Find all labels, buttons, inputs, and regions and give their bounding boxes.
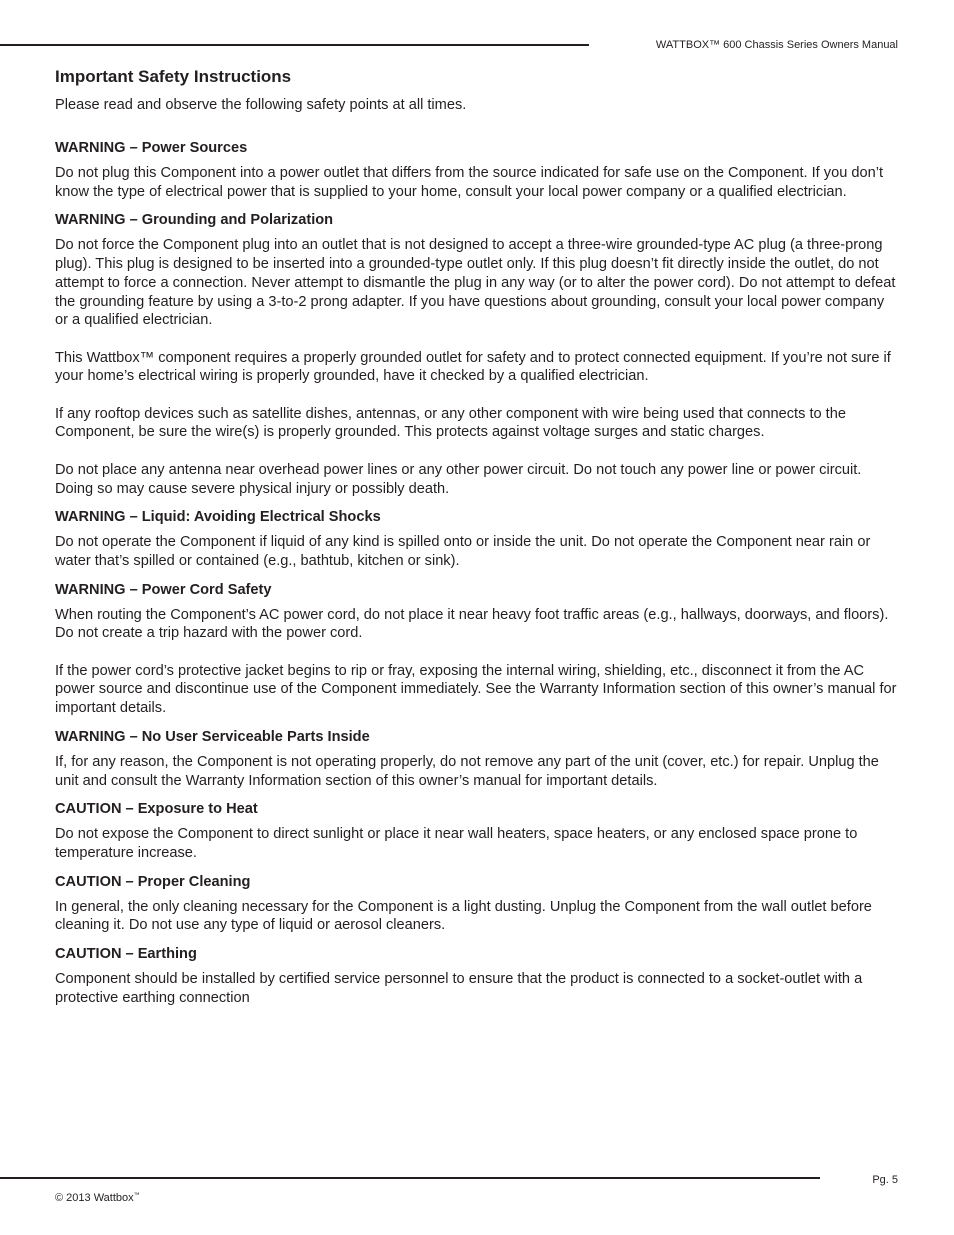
- section-heading: WARNING – Power Cord Safety: [55, 581, 272, 598]
- section-paragraph: Do not force the Component plug into an outlet that is not designed to accept a three-wire grounded-type AC plug (a three-prong plug). This plug is designed to be inserted into a grounded-type outlet only. If this plug doesn’t fit directly inside the outlet, do not attempt to force a connection. Never attempt to dismantle the plug in any way (or to alter the power cord). Do not attempt to defeat the grounding feature by using a 3-to-2 prong adapter. If you have questions about grounding, consult your local power company or a qualified electrician.: [55, 237, 896, 329]
- section-paragraph: In general, the only cleaning necessary for the Component is a light dusting. Unplug the Component from the wall outlet before cleaning it. Do not use any type of liquid or aerosol cleaners.: [55, 898, 872, 934]
- page-number: Pg. 5: [872, 1174, 898, 1186]
- section-grounding: [55, 211, 900, 498]
- section-heading: CAUTION – Earthing: [55, 946, 197, 963]
- section-heading: WARNING – No User Serviceable Parts Inside: [55, 728, 370, 745]
- section-power-cord: [55, 581, 900, 718]
- section-heading: WARNING – Power Sources: [55, 140, 248, 156]
- section-earthing: [55, 945, 900, 1007]
- section-paragraph: If, for any reason, the Component is not operating properly, do not remove any part of the unit (cover, etc.) for repair. Unplug the unit and consult the Warranty Information section of this owner’s manual for important details.: [55, 753, 879, 789]
- intro-text: Please read and observe the following safety points at all times.: [55, 97, 467, 113]
- section-heading: CAUTION – Exposure to Heat: [55, 801, 258, 818]
- header-rule: [0, 44, 589, 46]
- section-liquid: [55, 508, 900, 570]
- section-paragraph: If the power cord’s protective jacket begins to rip or fray, exposing the internal wiring, shielding, etc., disconnect it from the AC power source and discontinue use of the Component immediately. See the Warranty Information section of this owner’s manual for important details.: [55, 662, 897, 717]
- section-paragraph: Do not place any antenna near overhead power lines or any other power circuit. Do not touch any power line or power circuit. Doing so may cause severe physical injury or possibly death.: [55, 461, 862, 497]
- section-cleaning: [55, 873, 900, 935]
- page-title: Important Safety Instructions: [55, 67, 292, 86]
- section-paragraph: When routing the Component’s AC power cord, do not place it near heavy foot traffic areas (e.g., hallways, doorways, and floors). Do not create a trip hazard with the power cord.: [55, 606, 889, 642]
- document-title: WATTBOX™ 600 Chassis Series Owners Manual: [655, 39, 898, 51]
- page-content: [55, 66, 900, 1007]
- section-paragraph: This Wattbox™ component requires a properly grounded outlet for safety and to protect connected equipment. If you’re not sure if your home’s electrical wiring is properly grounded, have it checked by a qualified electrician.: [55, 349, 891, 385]
- section-heading: CAUTION – Proper Cleaning: [55, 873, 251, 890]
- section-heading: WARNING – Grounding and Polarization: [55, 212, 334, 229]
- copyright: [55, 1192, 140, 1204]
- section-paragraph: Component should be installed by certified service personnel to ensure that the product is connected to a socket-outlet with a protective earthing connection: [55, 971, 863, 1006]
- section-power-sources: [55, 139, 900, 201]
- section-no-user-parts: [55, 728, 900, 790]
- section-heat: [55, 800, 900, 862]
- footer-rule: [0, 1177, 820, 1179]
- trademark-mark: ™: [133, 1192, 140, 1199]
- section-paragraph: Do not plug this Component into a power outlet that differs from the source indicated for safe use on the Component. If you don’t know the type of electrical power that is supplied to your home, consult your local power company or a qualified electrician.: [55, 165, 884, 200]
- section-heading: WARNING – Liquid: Avoiding Electrical Shocks: [55, 509, 381, 526]
- copyright-text: © 2013 Wattbox: [55, 1192, 134, 1204]
- section-paragraph: If any rooftop devices such as satellite dishes, antennas, or any other component with wire being used that connects to the Component, be sure the wire(s) is properly grounded. This protects against voltage surges and static charges.: [55, 405, 846, 441]
- section-paragraph: Do not expose the Component to direct sunlight or place it near wall heaters, space heaters, or any enclosed space prone to temperature increase.: [55, 826, 858, 861]
- section-paragraph: Do not operate the Component if liquid of any kind is spilled onto or inside the unit. Do not operate the Component near rain or water that’s spilled or contained (e.g., bathtub, kitchen or sink).: [55, 534, 871, 569]
